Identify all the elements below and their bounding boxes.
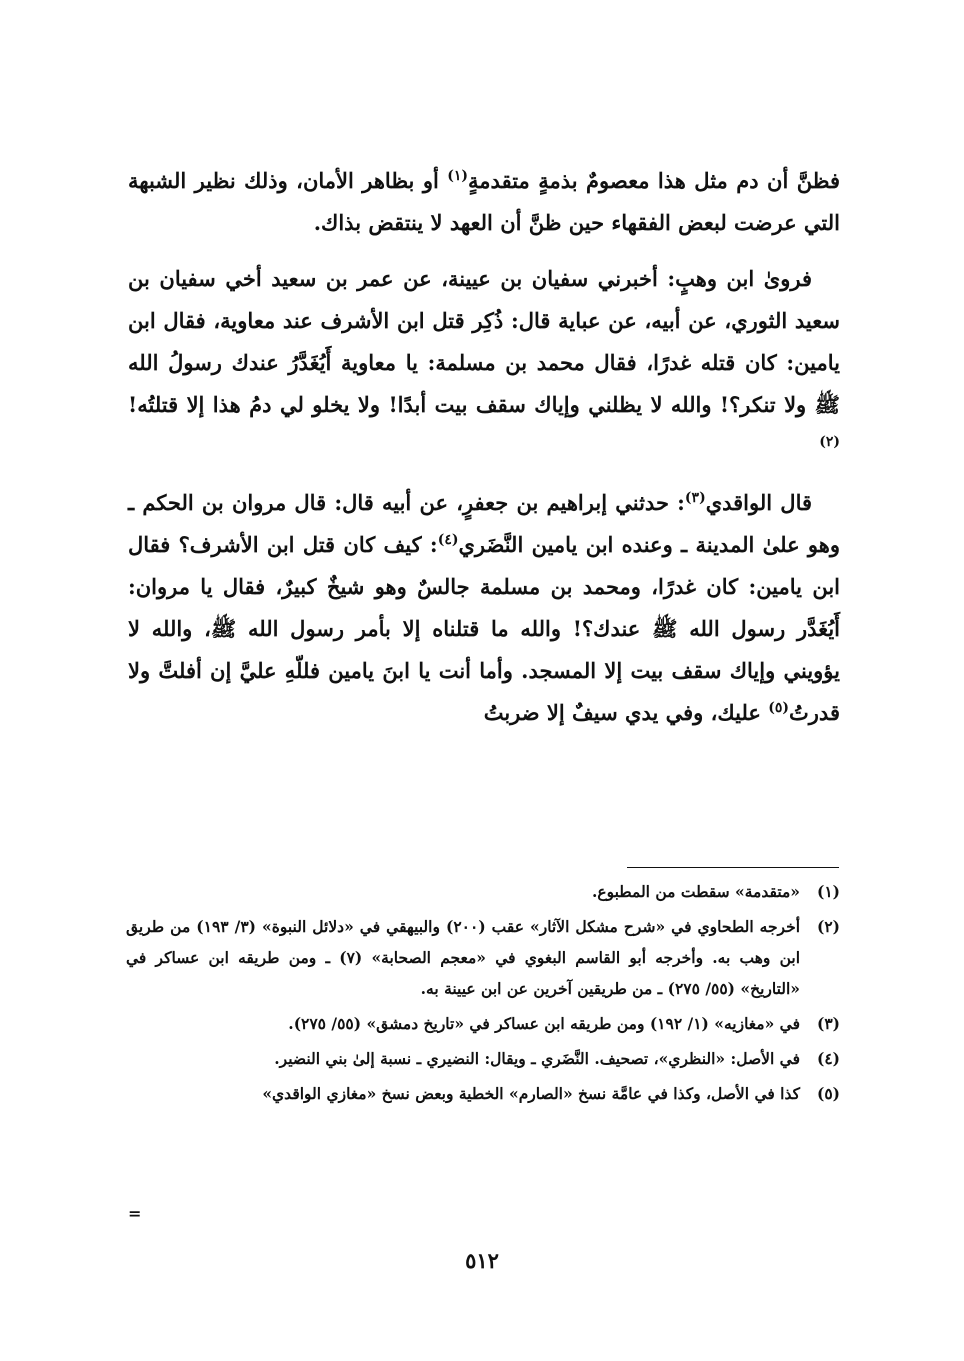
footnote-2 — [126, 911, 840, 1004]
paragraph-3 — [128, 482, 840, 734]
footnote-text: «متقدمة» سقطت من المطبوع. — [591, 882, 800, 901]
footnote-number: (٥) — [816, 1084, 840, 1103]
footnote-text: في «مغازيه» (١/ ١٩٢) ومن طريقه ابن عساكر في «تاريخ دمشق» (٥٥/ ٢٧٥). — [288, 1014, 800, 1033]
page-number: ٥١٢ — [465, 1248, 499, 1273]
footnote-5 — [126, 1078, 840, 1109]
paragraph-3-text-d: عليك، وفي يدي سيفٌ إلا ضربتُ — [483, 700, 769, 725]
main-text — [128, 160, 840, 748]
footnote-ref-4[interactable]: (٤) — [437, 532, 459, 548]
paragraph-1-text-b: أو بظاهر الأمان، وذلك نظير الشبهة التي عرضت لبعض الفقهاء حين ظنَّ أن العهد لا ينتقض بذاك. — [128, 168, 840, 235]
footnote-separator — [627, 867, 839, 868]
paragraph-3-text-a: قال الواقدي — [705, 490, 813, 515]
paragraph-3-text-b: : حدثني إبراهيم بن جعفرٍ، عن أبيه قال: قال مروان بن الحكم ـ وهو علىٰ المدينة ـ وعنده ابن يامين النَّضَري — [128, 490, 840, 557]
footnote-3 — [126, 1008, 840, 1039]
paragraph-3-text-c: : كيف كان قتل ابن الأشرف؟ فقال ابن يامين: كان غدرًا، ومحمد بن مسلمة جالسٌ وهو شيخٌ كبيرٌ، فقال يا مروان: أَيُغَدَّر رسول الله ﷺ عندك؟! والله ما قتلناه إلا بأمر رسول الله ﷺ، والله لا يؤويني وإياك سقف بيت إلا المسجد. وأما أنت يا ابنَ يامين فللّهِ عليَّ إن أفلتَّ ولا قدرتُ — [128, 532, 840, 725]
footnote-number: (٣) — [816, 1014, 840, 1033]
footnote-ref-1[interactable]: (١) — [447, 168, 469, 184]
footnote-number: (٢) — [816, 917, 840, 936]
continuation-mark: = — [128, 1204, 142, 1223]
footnote-ref-5[interactable]: (٥) — [768, 700, 790, 716]
footnote-ref-2[interactable]: (٢) — [819, 434, 840, 450]
footnotes — [126, 876, 840, 1113]
paragraph-2-text: فروىٰ ابن وهبٍ: أخبرني سفيان بن عيينة، عن عمر بن سعيد أخي سفيان بن سعيد الثوري، عن أبيه، عن عباية قال: ذُكِر قتل ابن الأشرف عند معاوية، فقال ابن يامين: كان قتله غدرًا، فقال محمد بن مسلمة: يا معاوية أَيُغَدَّرُ عندك رسولُ الله ﷺ ولا تنكر؟! والله لا يظلني وإياك سقف بيت أبدًا! ولا يخلو لي دمُ هذا إلا قتلتُه! — [128, 266, 840, 417]
footnote-text: أخرجه الطحاوي في «شرح مشكل الآثار» عقب (٢٠٠) والبيهقي في «دلائل النبوة» (٣/ ١٩٣) من طريق ابن وهب به. وأخرجه أبو القاسم البغوي في «معجم الصحابة» (٧) ـ ومن طريقه ابن عساكر في «التاريخ» (٥٥/ ٢٧٥) ـ من طريقين آخرين عن ابن عيينة به. — [126, 917, 801, 998]
footnote-ref-3[interactable]: (٣) — [684, 490, 706, 506]
footnote-number: (٤) — [816, 1049, 840, 1068]
footnote-text: كذا في الأصل، وكذا في عامَّة نسخ «الصارم» الخطية وبعض نسخ «مغازي الواقدي» — [262, 1084, 800, 1103]
footnote-1 — [126, 876, 840, 907]
paragraph-1-text-a: فظنَّ أن دم مثل هذا معصومٌ بذمةٍ متقدمةٍ — [468, 168, 840, 193]
paragraph-2 — [128, 258, 840, 468]
paragraph-1 — [128, 160, 840, 244]
footnote-text: في الأصل: «النظري»، تصحيف. النَّضَري ـ ويقال: النضيري ـ نسبة إلىٰ بني النضير. — [274, 1049, 800, 1068]
footnote-4 — [126, 1043, 840, 1074]
footnote-number: (١) — [816, 882, 840, 901]
